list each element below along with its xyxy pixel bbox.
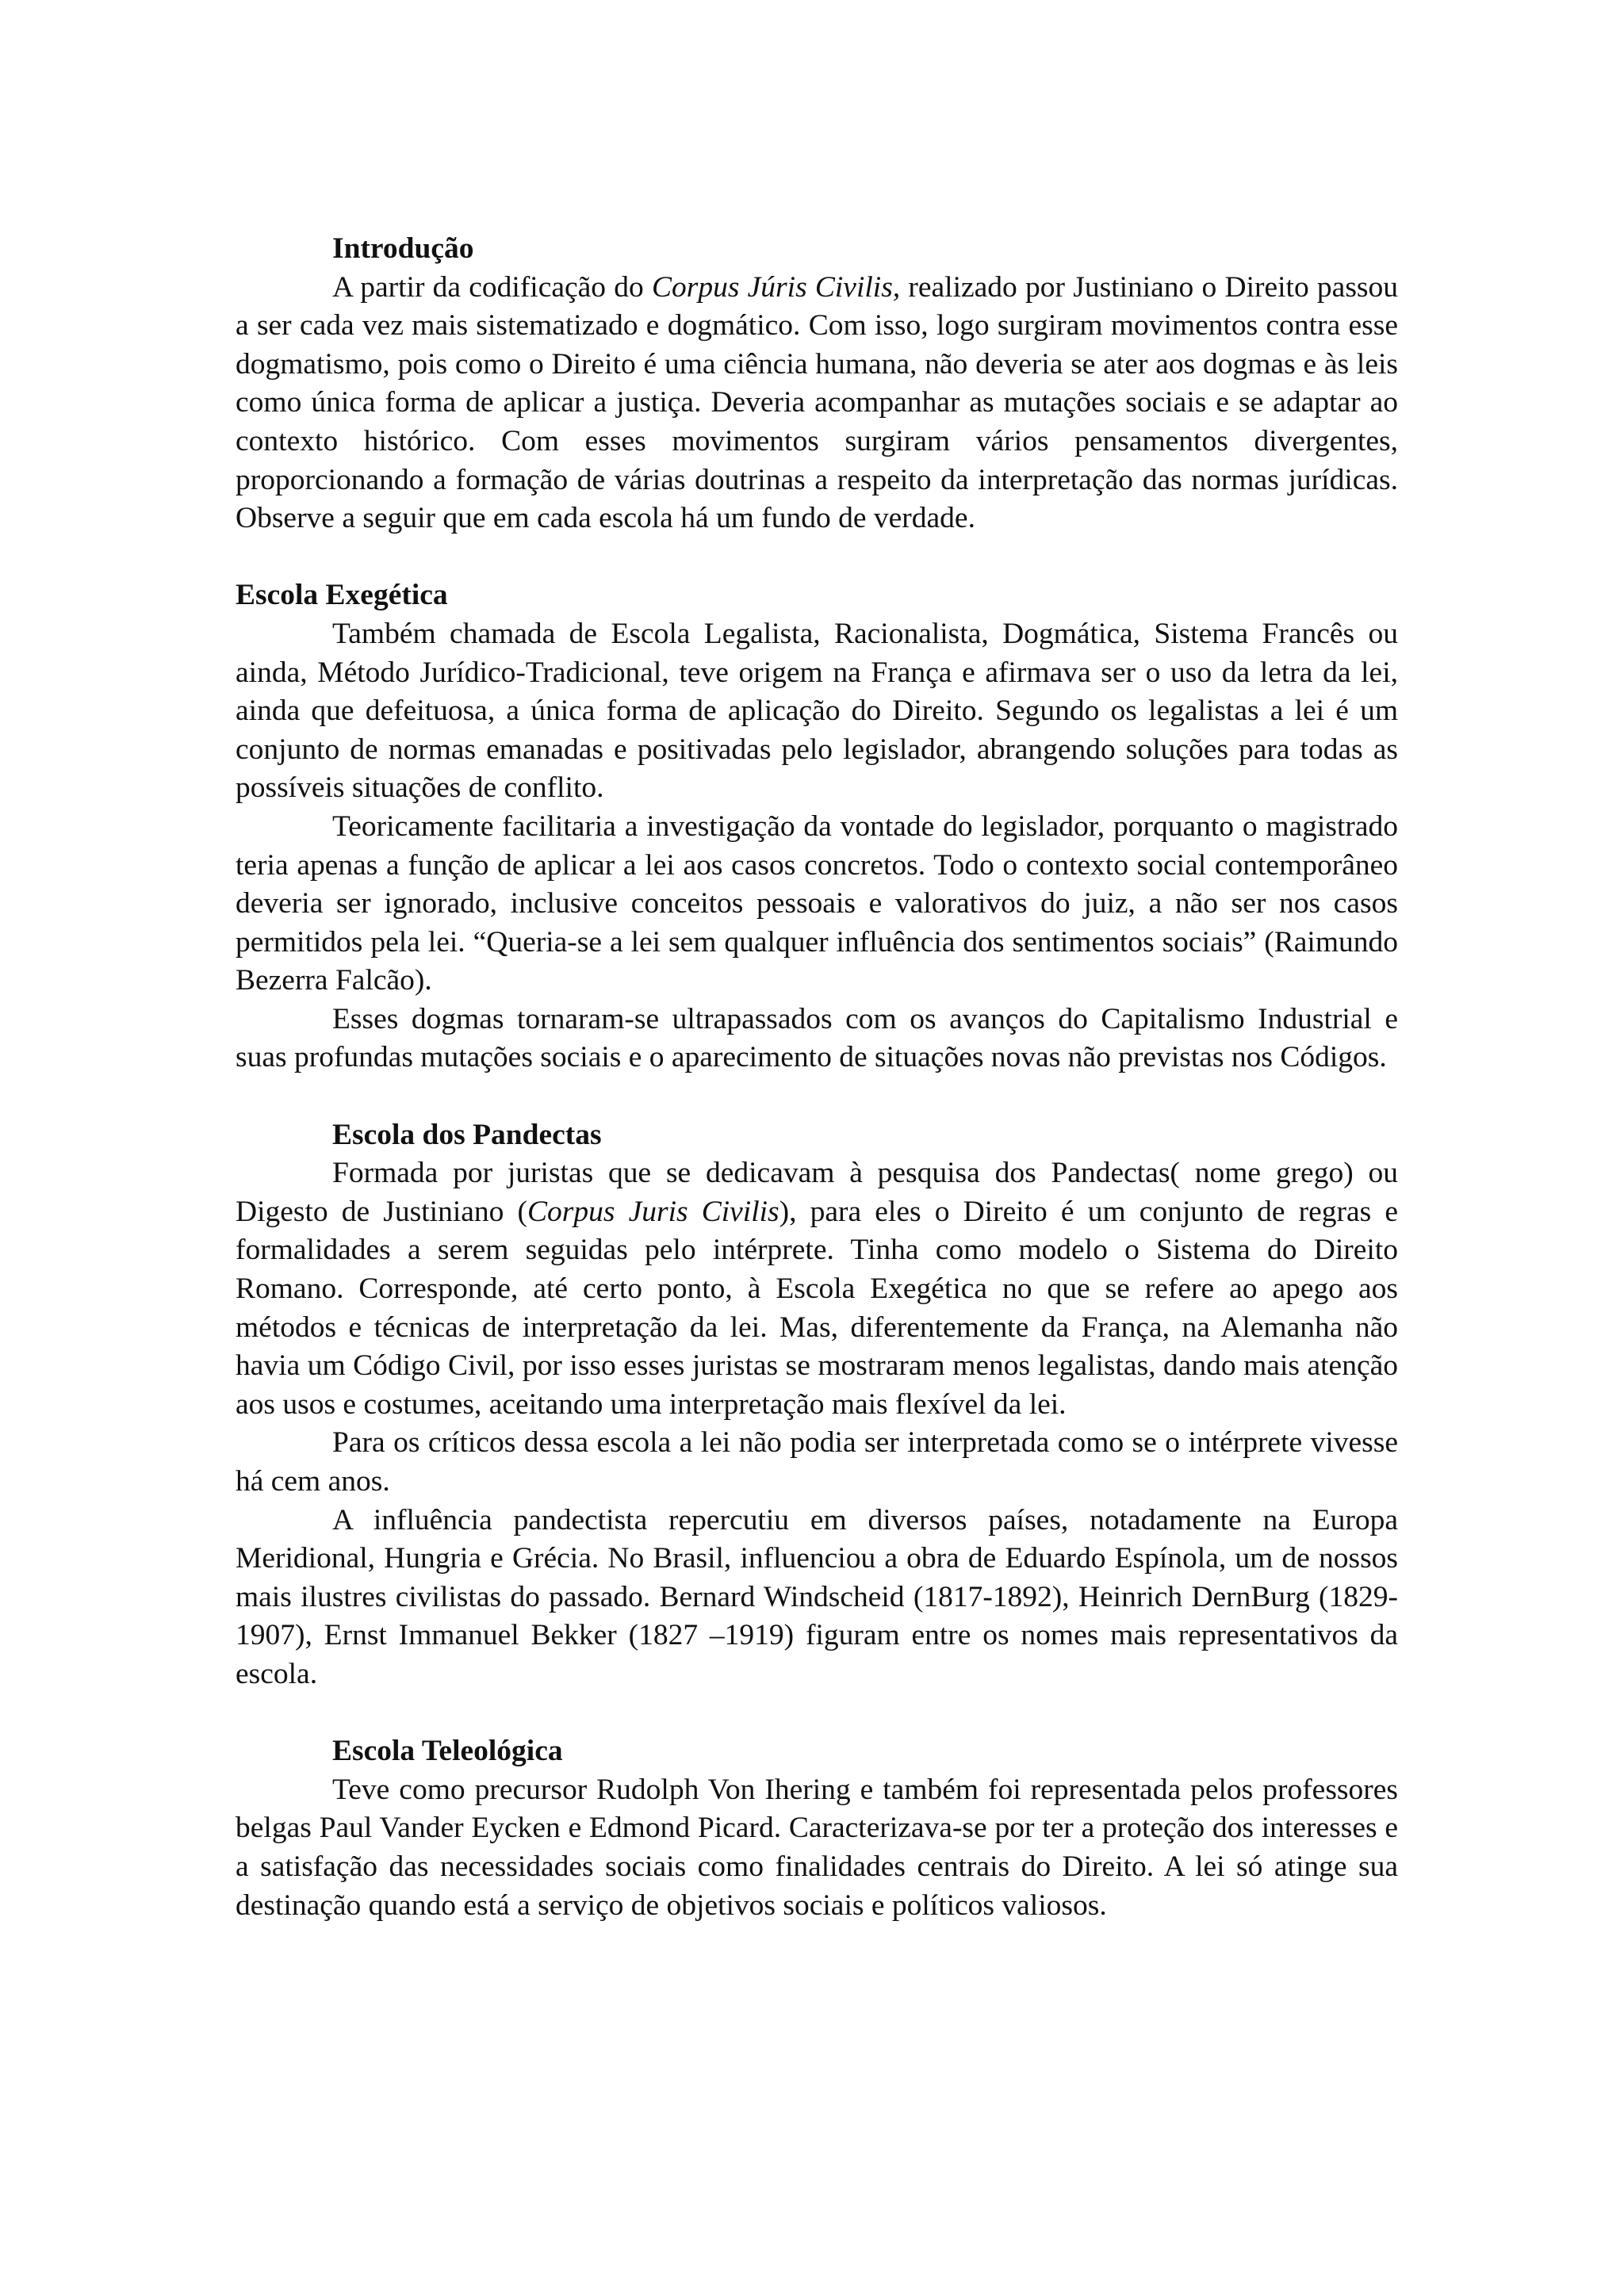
- text-run: A partir da codificação do: [332, 270, 652, 304]
- paragraph-intro-1: [236, 269, 1398, 538]
- text-run: Formada por juristas que se dedicavam à pesquisa dos Pandectas( nome grego) ou Digesto de Justiniano (: [236, 1157, 1398, 1228]
- paragraph-teleologica-1: Teve como precursor Rudolph Von Ihering e também foi representada pelos professores belgas Paul Vander Eycken e Edmond Picard. Caracterizava-se por ter a proteção dos interesses e a satisfação das necessidades sociais como finalidades centrais do Direito. A lei só atinge sua destinação quando está a serviço de objetivos sociais e políticos valiosos.: [236, 1773, 1398, 1922]
- spacer: [236, 1077, 1398, 1116]
- paragraph-exegetica-2: Teoricamente facilitaria a investigação da vontade do legislador, porquanto o magistrado teria apenas a função de aplicar a lei aos casos concretos. Todo o contexto social contemporâneo deveria ser ignorado, inclusive conceitos pessoais e valorativos do juiz, a não ser nos casos permitidos pela lei. “Queria-se a lei sem qualquer influência dos sentimentos sociais” (Raimundo Bezerra Falcão).: [236, 809, 1398, 997]
- italic-title-corpus-juris: Corpus Júris Civilis,: [652, 270, 901, 304]
- paragraph-pandectas-1: [236, 1154, 1398, 1424]
- paragraph-exegetica-1: Também chamada de Escola Legalista, Racionalista, Dogmática, Sistema Francês ou ainda, Método Jurídico-Tradicional, teve origem na França e afirmava ser o uso da letra da lei, ainda que defeituosa, a única forma de aplicação do Direito. Segundo os legalistas a lei é um conjunto de normas emanadas e positivadas pelo legislador, abrangendo soluções para todas as possíveis situações de conflito.: [236, 617, 1398, 805]
- section-heading-pandectas: Escola dos Pandectas: [332, 1118, 602, 1151]
- italic-title-corpus-juris: Corpus Juris Civilis: [527, 1195, 779, 1228]
- section-escola-teleologica: [236, 1732, 1398, 1925]
- paragraph-exegetica-3: Esses dogmas tornaram-se ultrapassados com os avanços do Capitalismo Industrial e suas profundas mutações sociais e o aparecimento de situações novas não previstas nos Códigos.: [236, 1002, 1398, 1074]
- paragraph-pandectas-3: A influência pandectista repercutiu em diversos países, notadamente na Europa Meridional, Hungria e Grécia. No Brasil, influenciou a obra de Eduardo Espínola, um de nossos mais ilustres civilistas do passado. Bernard Windscheid (1817-1892), Heinrich DernBurg (1829-1907), Ernst Immanuel Bekker (1827 –1919) figuram entre os nomes mais representativos da escola.: [236, 1503, 1398, 1690]
- text-run: realizado por Justiniano o Direito passou a ser cada vez mais sistematizado e dogmático. Com isso, logo surgiram movimentos contra esse dogmatismo, pois como o Direito é uma ciência humana, não deveria se ater aos dogmas e às leis como única forma de aplicar a justiça. Deveria acompanhar as mutações sociais e se adaptar ao contexto histórico. Com esses movimentos surgiram vários pensamentos divergentes, proporcionando a formação de várias doutrinas a respeito da interpretação das normas jurídicas. Observe a seguir que em cada escola há um fundo de verdade.: [236, 270, 1399, 535]
- section-introducao: [236, 230, 1398, 538]
- document-page: [236, 230, 1398, 1925]
- spacer: [236, 1694, 1398, 1733]
- section-escola-exegetica: [236, 576, 1398, 1077]
- paragraph-pandectas-2: Para os críticos dessa escola a lei não podia ser interpretada como se o intérprete vivesse há cem anos.: [236, 1426, 1398, 1498]
- section-heading-exegetica: Escola Exegética: [236, 579, 448, 612]
- section-heading-introducao: Introdução: [332, 232, 474, 265]
- section-escola-pandectas: [236, 1116, 1398, 1694]
- text-run: ), para eles o Direito é um conjunto de regras e formalidades a serem seguidas pelo intérprete. Tinha como modelo o Sistema do Direito Romano. Corresponde, até certo ponto, à Escola Exegética no que se refere ao apego aos métodos e técnicas de interpretação da lei. Mas, diferentemente da França, na Alemanha não havia um Código Civil, por isso esses juristas se mostraram menos legalistas, dando mais atenção aos usos e costumes, aceitando uma interpretação mais flexível da lei.: [236, 1195, 1398, 1421]
- section-heading-teleologica: Escola Teleológica: [332, 1735, 563, 1768]
- spacer: [236, 538, 1398, 577]
